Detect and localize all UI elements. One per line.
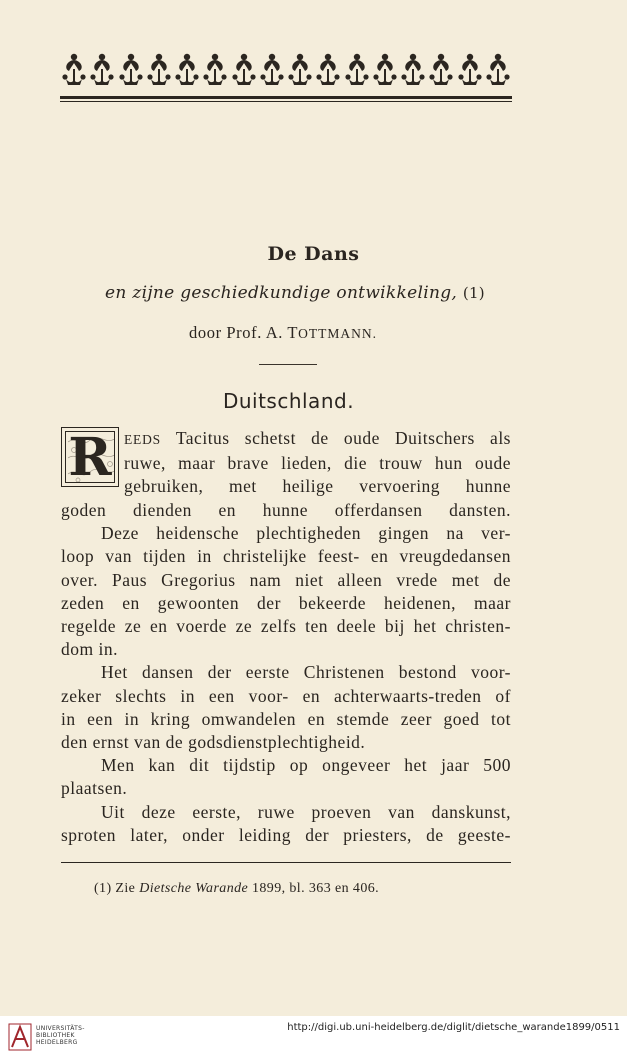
text-line-7: over. Paus Gregorius nam niet alleen vrede met de [61, 570, 511, 590]
fleuron-icon [427, 49, 455, 89]
text-line-4: goden dienden en hunne offerdansen dansten. [61, 500, 511, 520]
initial-frame [61, 427, 119, 487]
university-library-logo-icon [8, 1023, 32, 1051]
library-name [36, 1025, 85, 1046]
title-divider [259, 364, 317, 365]
text-line-18: sproten later, onder leiding der priesters, de geeste- [61, 825, 511, 845]
article-subtitle [0, 283, 590, 303]
byline-prefix: door Prof. A. T [189, 323, 299, 342]
initial-letter: R [68, 431, 112, 483]
text-line-2: ruwe, maar brave lieden, die trouw hun oude [124, 453, 511, 473]
byline-surname: OTTMANN. [298, 326, 377, 341]
text-line-15: Men kan dit tijdstip op ongeveer het jaar 500 [101, 755, 511, 775]
article-title: De Dans [267, 243, 360, 265]
text-line-1 [124, 426, 511, 450]
fleuron-icon [145, 49, 173, 89]
fleuron-icon [258, 49, 286, 89]
footnote-prefix: (1) Zie [94, 881, 140, 896]
line-1-rest: Tacitus schetst de oude Duitschers als [160, 428, 511, 448]
ornament-rule-thin [60, 101, 512, 102]
section-heading: Duitschland. [222, 389, 355, 413]
fleuron-icon [484, 49, 512, 89]
footnote [94, 881, 379, 897]
fleuron-icon [201, 49, 229, 89]
source-url-link[interactable]: http://digi.ub.uni-heidelberg.de/diglit/dietsche_warande1899/0511 [287, 1022, 620, 1033]
text-line-12: zeker slechts in een voor- en achterwaarts-treden of [61, 686, 511, 706]
fleuron-icon [399, 49, 427, 89]
text-line-13: in een in kring omwandelen en stemde zeer goed tot [61, 709, 511, 729]
fleuron-icon [88, 49, 116, 89]
fleuron-icon [173, 49, 201, 89]
fleuron-icon [117, 49, 145, 89]
library-line-3: HEIDELBERG [36, 1039, 78, 1046]
subtitle-footnote-mark: (1) [462, 284, 485, 302]
text-line-10: dom in. [61, 639, 118, 659]
text-line-14: den ernst van de godsdienstplechtigheid. [61, 732, 366, 752]
fleuron-icon [343, 49, 371, 89]
fleuron-icon [286, 49, 314, 89]
decorated-initial [61, 427, 119, 487]
ornament-rule-thick [60, 96, 512, 99]
text-line-5: Deze heidensche plechtigheden gingen na ver- [101, 523, 511, 543]
line-1-smallcaps: EEDS [124, 432, 161, 447]
fleuron-icon [230, 49, 258, 89]
library-line-2: BIBLIOTHEK [36, 1032, 75, 1039]
author-byline [0, 323, 566, 343]
fleuron-icon [60, 49, 88, 89]
text-line-9: regelde ze en voerde ze zelfs ten deele bij het christen- [61, 616, 511, 636]
fleuron-icon [371, 49, 399, 89]
subtitle-text: en zijne geschiedkundige ontwikkeling, [105, 283, 458, 303]
text-line-8: zeden en gewoonten der bekeerde heidenen, maar [61, 593, 511, 613]
text-line-6: loop van tijden in christelijke feest- en vreugdedansen [61, 546, 511, 566]
text-line-17: Uit deze eerste, ruwe proeven van danskunst, [101, 802, 511, 822]
initial-inner-frame [65, 431, 115, 483]
library-line-1: UNIVERSITÄTS- [36, 1025, 85, 1032]
text-line-16: plaatsen. [61, 778, 128, 798]
footnote-divider [61, 862, 511, 863]
header-ornament-band [60, 49, 512, 89]
text-line-3: gebruiken, met heilige vervoering hunne [124, 476, 511, 496]
footnote-journal: Dietsche Warande [139, 881, 249, 896]
footnote-suffix: 1899, bl. 363 en 406. [248, 881, 380, 896]
fleuron-icon [456, 49, 484, 89]
text-line-11: Het dansen der eerste Christenen bestond voor- [101, 662, 511, 682]
fleuron-icon [314, 49, 342, 89]
